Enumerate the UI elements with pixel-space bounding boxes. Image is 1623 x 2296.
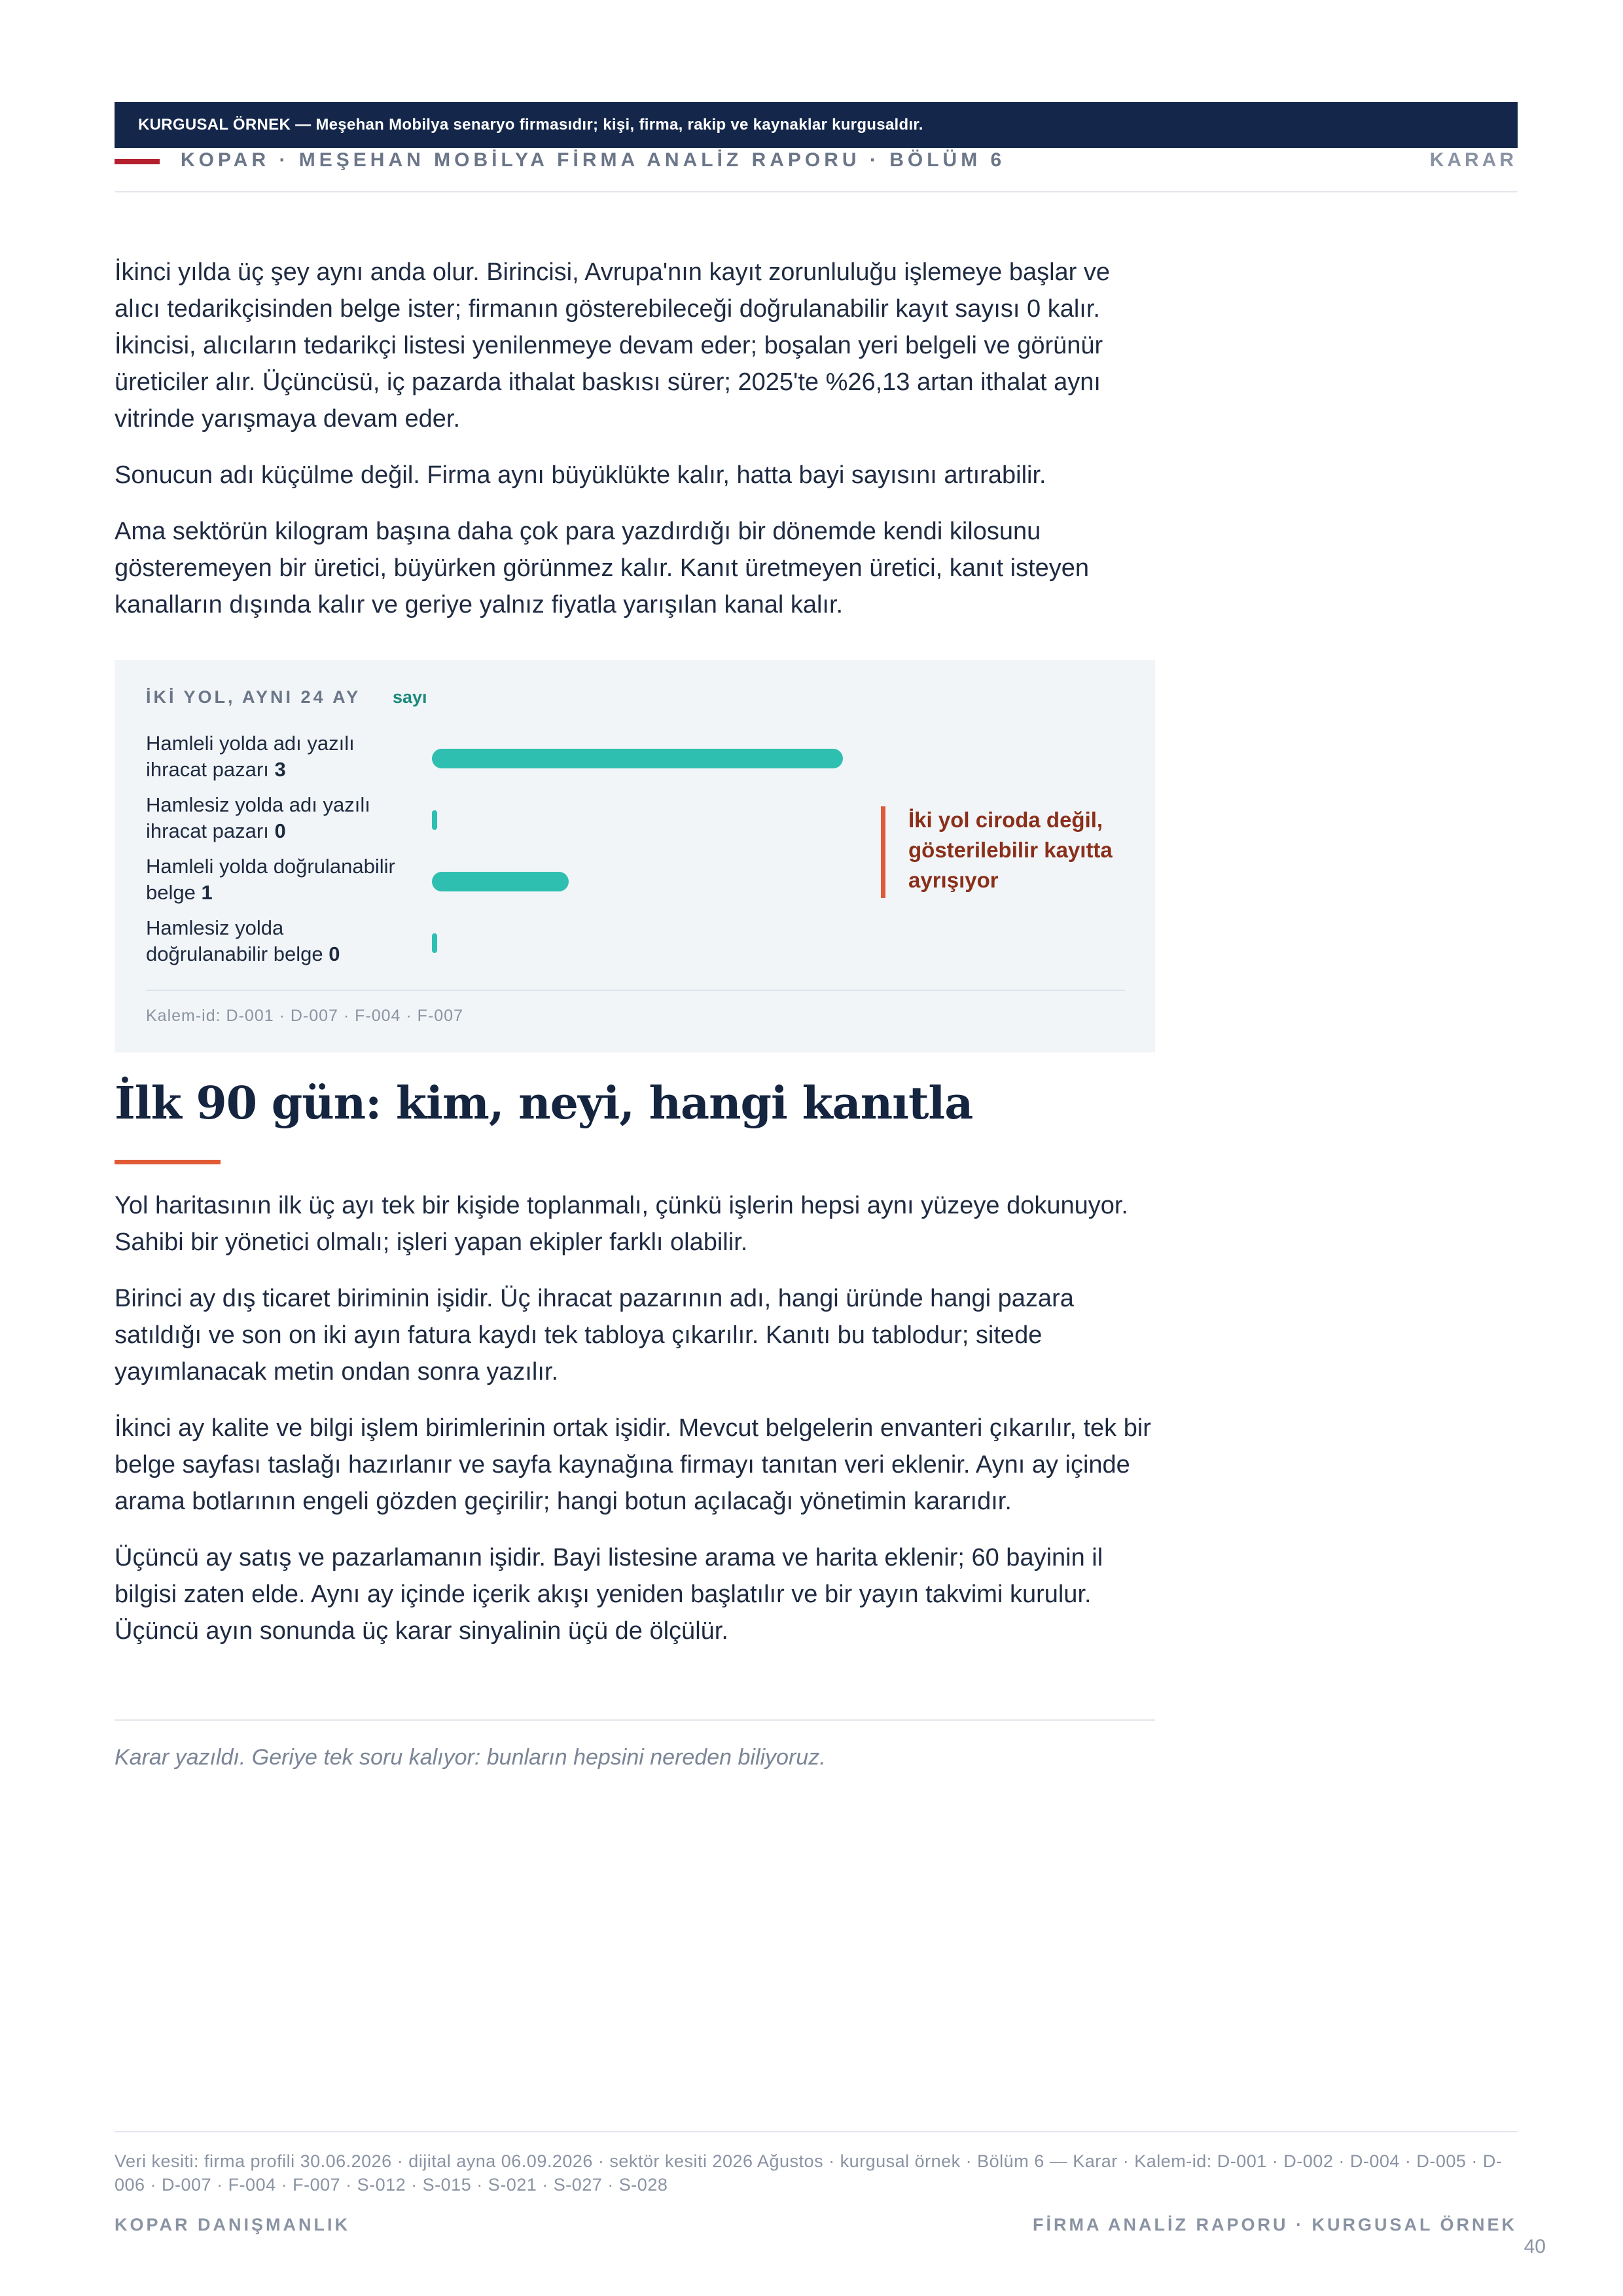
bar-value-label: 0 bbox=[274, 819, 286, 842]
chart-callout: İki yol ciroda değil, gösterilebilir kayıtta ayrışıyor bbox=[908, 808, 1113, 892]
intro-text bbox=[115, 254, 1155, 623]
section-tag: KARAR bbox=[1429, 149, 1517, 171]
heading-accent-line bbox=[115, 1160, 221, 1164]
callout-accent-line bbox=[881, 806, 885, 898]
footer-brand: KOPAR DANIŞMANLIK bbox=[115, 2215, 350, 2234]
bar-label bbox=[146, 915, 408, 967]
closing-divider bbox=[115, 1719, 1155, 1721]
intro-paragraph: İkinci yılda üç şey aynı anda olur. Birincisi, Avrupa'nın kayıt zorunluluğu işlemeye başlar ve alıcı tedarikçisinden belge ister; firmanın gösterebileceği doğrulanabilir kayıt sayısı 0 kalır. İkincisi, alıcıların tedarikçi listesi yenilenmeye devam eder; boşalan yeri belgeli ve görünür üreticiler alır. Üçüncüsü, iç pazarda ithalat baskısı sürer; 2025'te %26,13 artan ithalat aynı vitrinde yarışmaya devam eder. bbox=[115, 259, 1111, 433]
bar-label bbox=[146, 730, 408, 783]
bar-category: Hamlesiz yolda doğrulanabilir belge bbox=[146, 916, 323, 965]
chart-footnote: Kalem-id: D-001 · D-007 · F-004 · F-007 bbox=[146, 1007, 463, 1025]
section-paragraph: Üçüncü ay satış ve pazarlamanın işidir. Bayi listesine arama ve harita eklenir; 60 bayinin il bilgisi zaten elde. Aynı ay içinde içerik akışı yeniden başlatılır ve bir yayın takvimi kurulur. Üçüncü ayın sonunda üç karar sinyalinin üçü de ölçülür. bbox=[115, 1544, 1103, 1645]
bar-label bbox=[146, 853, 408, 906]
bar-label bbox=[146, 792, 408, 844]
bar-hamlesiz-belge bbox=[432, 933, 437, 953]
fiction-disclaimer-banner: KURGUSAL ÖRNEK — Meşehan Mobilya senaryo firmasıdır; kişi, firma, rakip ve kaynaklar kurgusaldır. bbox=[115, 102, 1518, 148]
running-header: KOPAR · MEŞEHAN MOBİLYA FİRMA ANALİZ RAPORU · BÖLÜM 6 bbox=[181, 149, 1006, 171]
intro-paragraph: Ama sektörün kilogram başına daha çok para yazdırdığı bir dönemde kendi kilosunu gösteremeyen bir üretici, büyürken görünmez kalır. Kanıt üretmeyen üretici, kanıt isteyen kanalların dışında kalır ve geriye yalnız fiyatla yarışılan kanal kalır. bbox=[115, 518, 1090, 619]
bar-value-label: 3 bbox=[274, 758, 286, 781]
bar-hamlesiz-ihracat bbox=[432, 810, 437, 830]
footer-data-note: Veri kesiti: firma profili 30.06.2026 · dijital ayna 06.09.2026 · sektör kesiti 2026 Ağustos · kurgusal örnek · Bölüm 6 — Karar · Kalem-id: D-001 · D-002 · D-004 · D-005 · D-006 · D-007 · F-004 · F-007 · S-012 · S-015 · S-021 · S-027 · S-028 bbox=[115, 2151, 1503, 2195]
comparison-chart bbox=[115, 660, 1155, 1052]
section-text bbox=[115, 1187, 1155, 1649]
footer-report-title: FİRMA ANALİZ RAPORU · KURGUSAL ÖRNEK bbox=[1033, 2215, 1517, 2234]
chart-divider bbox=[146, 990, 1125, 991]
chart-unit: sayı bbox=[393, 687, 427, 707]
bar-hamleli-ihracat bbox=[432, 749, 843, 768]
footer-divider bbox=[115, 2131, 1518, 2132]
section-paragraph: Birinci ay dış ticaret biriminin işidir. Üç ihracat pazarının adı, hangi üründe hangi pazara satıldığı ve son on iki ayın fatura kaydı tek tabloya çıkarılır. Kanıtı bu tablodur; sitede yayımlanacak metin ondan sonra yazılır. bbox=[115, 1285, 1074, 1386]
bar-value-label: 1 bbox=[201, 881, 213, 904]
closing-note: Karar yazıldı. Geriye tek soru kalıyor: bunların hepsini nereden biliyoruz. bbox=[115, 1745, 826, 1770]
bar-hamleli-belge bbox=[432, 872, 569, 891]
header-accent-mark bbox=[115, 159, 160, 164]
bar-value-label: 0 bbox=[329, 942, 340, 965]
bar-category: Hamleli yolda doğrulanabilir belge bbox=[146, 855, 395, 904]
section-paragraph: Yol haritasının ilk üç ayı tek bir kişide toplanmalı, çünkü işlerin hepsi aynı yüzeye dokunuyor. Sahibi bir yönetici olmalı; işleri yapan ekipler farklı olabilir. bbox=[115, 1192, 1128, 1256]
section-heading: İlk 90 gün: kim, neyi, hangi kanıtla bbox=[115, 1077, 973, 1130]
section-paragraph: İkinci ay kalite ve bilgi işlem birimlerinin ortak işidir. Mevcut belgelerin envanteri çıkarılır, tek bir belge sayfası taslağı hazırlanır ve sayfa kaynağına firmayı tanıtan veri eklenir. Aynı ay içinde arama botlarının engeli gözden geçirilir; hangi botun açılacağı yönetimin kararıdır. bbox=[115, 1414, 1151, 1515]
page-number: 40 bbox=[1524, 2236, 1546, 2257]
header-divider bbox=[115, 191, 1518, 192]
bar-category: Hamleli yolda adı yazılı ihracat pazarı bbox=[146, 732, 355, 781]
bar-category: Hamlesiz yolda adı yazılı ihracat pazarı bbox=[146, 793, 370, 842]
intro-paragraph: Sonucun adı küçülme değil. Firma aynı büyüklükte kalır, hatta bayi sayısını artırabilir. bbox=[115, 461, 1046, 489]
chart-title: İKİ YOL, AYNI 24 AY bbox=[146, 687, 361, 707]
